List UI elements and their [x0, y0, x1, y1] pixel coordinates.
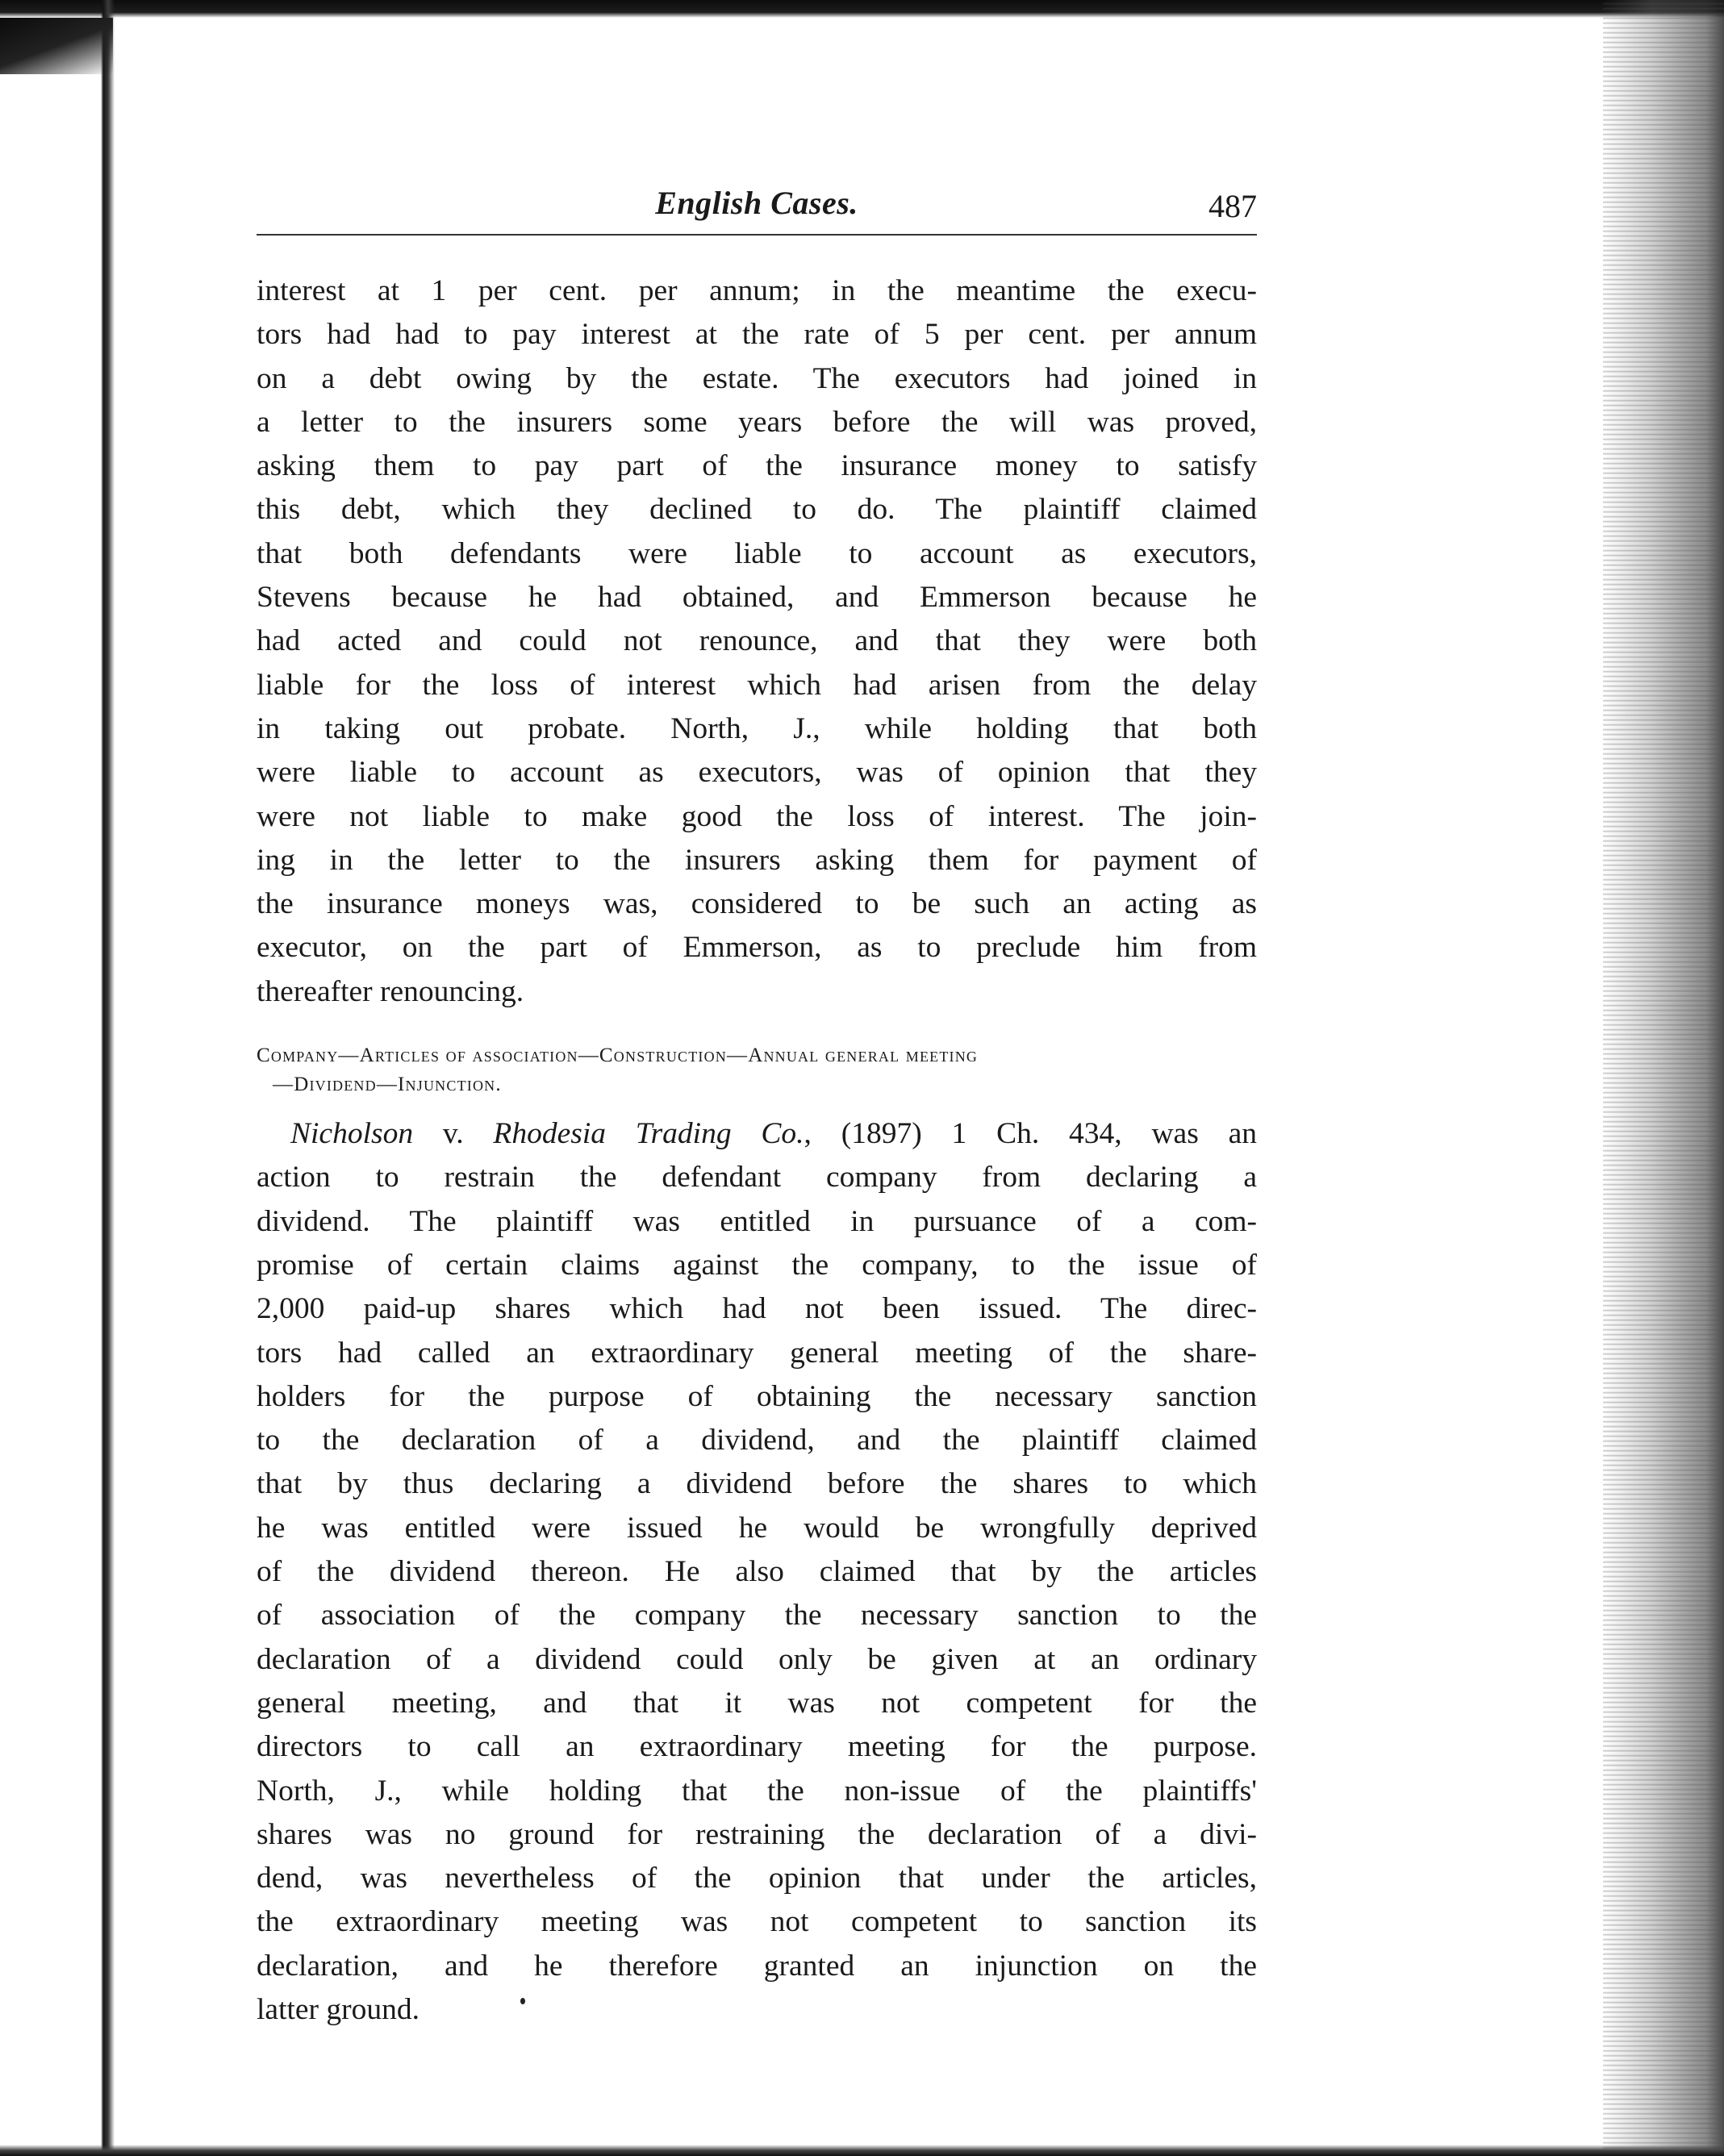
text-line: liable for the loss of interest which had arisen from the delay	[257, 668, 1257, 702]
text-line: on a debt owing by the estate. The executors had joined in	[257, 361, 1257, 395]
text-line: ing in the letter to the insurers asking them for payment of	[257, 843, 1257, 877]
text-line: promise of certain claims against the company, to the issue of	[257, 1248, 1257, 1282]
text-line: dend, was nevertheless of the opinion that under the articles,	[257, 1862, 1257, 1895]
text-line: of association of the company the necessary sanction to the	[257, 1599, 1257, 1633]
text-line: asking them to pay part of the insurance money to satisfy	[257, 449, 1257, 483]
text-line: of the dividend thereon. He also claimed that by the articles	[257, 1555, 1257, 1589]
text-line: declaration of a dividend could only be given at an ordinary	[257, 1642, 1257, 1676]
text-line: executor, on the part of Emmerson, as to preclude him from	[257, 931, 1257, 965]
text-line: that both defendants were liable to account as executors,	[257, 536, 1257, 570]
text-line: 2,000 paid-up shares which had not been issued. The direc-	[257, 1292, 1257, 1326]
text-line: holders for the purpose of obtaining the necessary sanction	[257, 1379, 1257, 1413]
text-line: thereafter renouncing.	[257, 974, 524, 1008]
text-line: dividend. The plaintiff was entitled in pursuance of a com-	[257, 1204, 1257, 1238]
text-line: the insurance moneys was, considered to be such an acting as	[257, 887, 1257, 921]
case-party-defendant: Rhodesia Trading Co.	[493, 1117, 804, 1151]
case-headnote	[257, 1041, 1257, 1099]
book-page	[257, 177, 1257, 2032]
text-line: latter ground.	[257, 1992, 420, 2026]
text-line: tors had had to pay interest at the rate of 5 per cent. per annum	[257, 318, 1257, 352]
text-line: were not liable to make good the loss of interest. The join-	[257, 799, 1257, 833]
text-line: the extraordinary meeting was not competent to sanction its	[257, 1905, 1257, 1939]
ink-speck	[520, 1998, 525, 2004]
running-head	[257, 177, 1257, 236]
text-line: were liable to account as executors, was of opinion that they	[257, 756, 1257, 790]
page-number: 487	[1208, 188, 1257, 224]
running-title: English Cases.	[655, 185, 858, 221]
text-line: tors had called an extraordinary general meeting of the share-	[257, 1336, 1257, 1370]
text-line: that by thus declaring a dividend before the shares to which	[257, 1467, 1257, 1501]
scan-edge-left	[0, 0, 121, 2156]
text-line: a letter to the insurers some years before the will was proved,	[257, 405, 1257, 439]
text-line: had acted and could not renounce, and that they were both	[257, 624, 1257, 658]
text-line: action to restrain the defendant company from declaring a	[257, 1161, 1257, 1195]
headnote-line: —Dividend—Injunction.	[273, 1074, 502, 1096]
text-line: he was entitled were issued he would be wrongfully deprived	[257, 1511, 1257, 1545]
scan-corner-shadow	[0, 18, 113, 74]
paragraph-continued	[257, 269, 1257, 1014]
text-line: directors to call an extraordinary meeting for the purpose.	[257, 1730, 1257, 1764]
text-line: in taking out probate. North, J., while holding that both	[257, 711, 1257, 745]
text-line: shares was no ground for restraining the declaration of a divi-	[257, 1817, 1257, 1851]
case-party-plaintiff: Nicholson	[290, 1117, 414, 1151]
text-line: general meeting, and that it was not competent for the	[257, 1686, 1257, 1720]
text-line: North, J., while holding that the non-issue of the plaintiffs'	[257, 1774, 1257, 1808]
scan-edge-top	[0, 0, 1724, 18]
headnote-line: Company—Articles of association—Construction—Annual general meeting	[257, 1045, 979, 1067]
text-line: Stevens because he had obtained, and Emmerson because he	[257, 581, 1257, 615]
text-line: to the declaration of a dividend, and the plaintiff claimed	[257, 1424, 1257, 1457]
text-line: this debt, which they declined to do. The plaintiff claimed	[257, 493, 1257, 527]
scan-edge-bottom	[0, 2145, 1724, 2156]
text-line: interest at 1 per cent. per annum; in the meantime the execu-	[257, 274, 1257, 307]
scan-edge-right	[1603, 0, 1724, 2156]
case-citation: , (1897) 1 Ch. 434, was an	[804, 1117, 1257, 1151]
text-line: declaration, and he therefore granted an injunction on the	[257, 1949, 1257, 1983]
case-citation-line	[257, 1112, 1257, 1156]
paragraph-case	[257, 1112, 1257, 2032]
case-versus: v.	[413, 1117, 494, 1151]
